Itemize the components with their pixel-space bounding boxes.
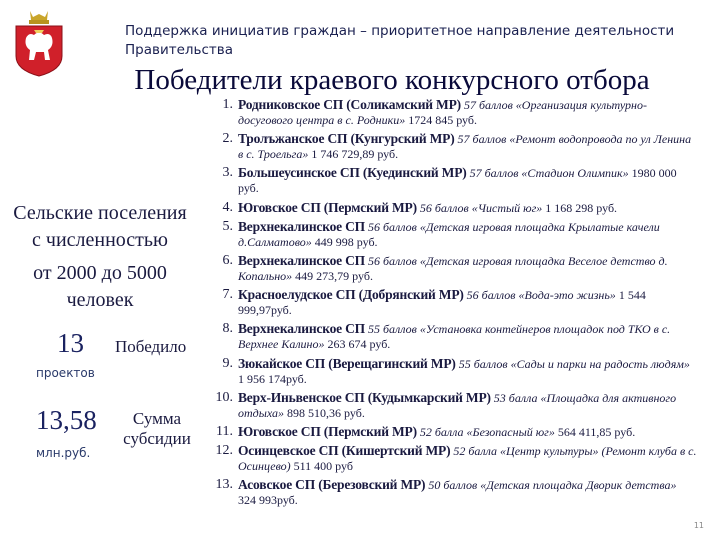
winner-project: «Детская игровая площадка Веселое детство д. Копально» xyxy=(238,253,668,283)
winner-score: 52 балла xyxy=(450,444,498,459)
winner-item xyxy=(205,443,697,474)
winner-number: 5. xyxy=(222,218,233,234)
winner-sum: 1 956 174руб. xyxy=(238,371,307,386)
subsidy-label-line-1: Сумма xyxy=(132,409,182,428)
winner-sum: 511 400 руб xyxy=(290,459,353,474)
header-line-2: Правительства xyxy=(125,42,233,58)
slide-title: Победители краевого конкурсного отбора xyxy=(134,64,650,96)
subsidy-amount: 13,58 xyxy=(36,405,97,435)
winner-score: 57 баллов xyxy=(460,98,513,112)
winner-project: «Центр культуры» (Ремонт клуба в с. Осинцево) xyxy=(238,444,697,474)
winner-name: Верхнекалинское СП xyxy=(238,252,365,268)
winner-item xyxy=(205,477,697,508)
winner-item xyxy=(205,131,697,162)
winner-number: 10. xyxy=(215,389,233,405)
winner-number: 6. xyxy=(222,252,233,268)
winners-list xyxy=(205,97,697,511)
winner-sum: 1 746 729,89 руб. xyxy=(308,147,399,162)
winner-item xyxy=(205,287,697,318)
winner-item xyxy=(205,200,697,216)
winner-score: 50 баллов xyxy=(425,478,478,493)
winner-item xyxy=(205,219,697,250)
winner-sum: 1724 845 руб. xyxy=(405,113,478,127)
winner-item xyxy=(205,165,697,196)
winner-sum: 1 168 298 руб. xyxy=(542,200,618,215)
winner-number: 13. xyxy=(215,477,233,493)
winner-item xyxy=(205,356,697,387)
winner-name: Красноелудское СП (Добрянский МР) xyxy=(238,287,464,303)
winner-score: 55 баллов xyxy=(364,322,417,337)
winner-item xyxy=(205,424,697,440)
winner-project: «Детская игровая площадка Крылатые качели д.Салматово» xyxy=(238,219,660,249)
winner-project: «Установка контейнеров площадок под ТКО в с. Верхнее Калино» xyxy=(238,322,671,352)
winner-project: «Чистый юг» xyxy=(468,200,543,215)
winner-name: Юговское СП (Пермский МР) xyxy=(238,423,417,439)
winner-name: Тролъжанское СП (Кунгурский МР) xyxy=(238,131,455,147)
winner-name: Верхнекалинское СП xyxy=(238,218,365,234)
category-line-3: от 2000 до 5000 xyxy=(33,262,167,284)
winner-number: 12. xyxy=(215,443,233,459)
winner-name: Юговское СП (Пермский МР) xyxy=(238,199,417,215)
winner-number: 1. xyxy=(222,97,233,112)
winner-sum: 1 544 999,97руб. xyxy=(238,288,646,318)
winner-sum: 449 998 руб. xyxy=(311,234,378,249)
winner-score: 56 баллов xyxy=(416,200,469,215)
winner-sum: 263 674 руб. xyxy=(324,337,391,352)
winner-number: 9. xyxy=(222,355,233,371)
subsidy-label xyxy=(112,409,202,449)
winners-unit: проектов xyxy=(36,366,95,380)
winner-score: 55 баллов xyxy=(455,356,508,371)
winners-label: Победило xyxy=(115,337,187,356)
coat-of-arms-icon xyxy=(14,8,64,78)
category-block xyxy=(0,200,200,314)
category-line-2: с численностью xyxy=(32,229,168,251)
winner-score: 52 балла xyxy=(416,424,464,439)
winner-item xyxy=(205,253,697,284)
subsidy-label-line-2: субсидии xyxy=(123,429,191,448)
winner-project: «Ремонт водопровода по ул Ленина в с. Троельга» xyxy=(238,132,692,162)
winner-name: Зюкайское СП (Верещагинский МР) xyxy=(238,355,456,371)
winner-number: 8. xyxy=(222,321,233,337)
page-number: 11 xyxy=(693,521,704,530)
winner-project: «Площадка для активного отдыха» xyxy=(238,390,677,420)
winner-number: 2. xyxy=(222,131,233,147)
header xyxy=(125,22,705,60)
winner-name: Большеусинское СП (Куединский МР) xyxy=(238,165,467,181)
winner-score: 56 баллов xyxy=(364,219,417,234)
winner-project: «Организация культурно-досугового центра в с. Родники» xyxy=(238,98,647,127)
winner-number: 11. xyxy=(216,423,233,439)
subsidy-unit: млн.руб. xyxy=(36,446,91,460)
winner-score: 56 баллов xyxy=(364,253,417,268)
winner-project: «Вода-это жизнь» xyxy=(515,288,616,303)
category-line-1: Сельские поселения xyxy=(13,202,187,224)
winner-project: «Безопасный юг» xyxy=(463,424,555,439)
winner-sum: 1980 000 руб. xyxy=(238,166,677,196)
winner-score: 53 балла xyxy=(490,390,538,405)
winner-score: 57 баллов xyxy=(454,132,507,147)
winner-number: 3. xyxy=(222,165,233,181)
winner-sum: 324 993руб. xyxy=(238,493,298,508)
winner-number: 7. xyxy=(222,287,233,303)
category-line-4: человек xyxy=(66,289,134,311)
winner-project: «Сады и парки на радость людям» xyxy=(507,356,690,371)
winner-item xyxy=(205,97,697,128)
winner-item xyxy=(205,321,697,352)
winner-score: 56 баллов xyxy=(463,288,516,303)
header-line-1: Поддержка инициатив граждан – приоритетное направление деятельности xyxy=(125,23,675,39)
winner-score: 57 баллов xyxy=(466,166,519,181)
winner-name: Асовское СП (Березовский МР) xyxy=(238,477,426,493)
winner-name: Верхнекалинское СП xyxy=(238,321,365,337)
winner-sum: 898 510,36 руб. xyxy=(284,405,365,420)
winner-name: Верх-Иньвенское СП (Кудымкарский МР) xyxy=(238,389,491,405)
winner-project: «Детская площадка Дворик детства» xyxy=(477,478,677,493)
winner-name: Осинцевское СП (Кишертский МР) xyxy=(238,443,451,459)
winner-project: «Стадион Олимпик» xyxy=(518,166,629,181)
winner-item xyxy=(205,390,697,421)
winner-sum: 449 273,79 руб. xyxy=(292,268,373,283)
winner-name: Родниковское СП (Соликамский МР) xyxy=(238,97,461,112)
winners-count: 13 xyxy=(57,328,84,358)
winner-number: 4. xyxy=(222,199,233,215)
winner-sum: 564 411,85 руб. xyxy=(554,424,636,439)
